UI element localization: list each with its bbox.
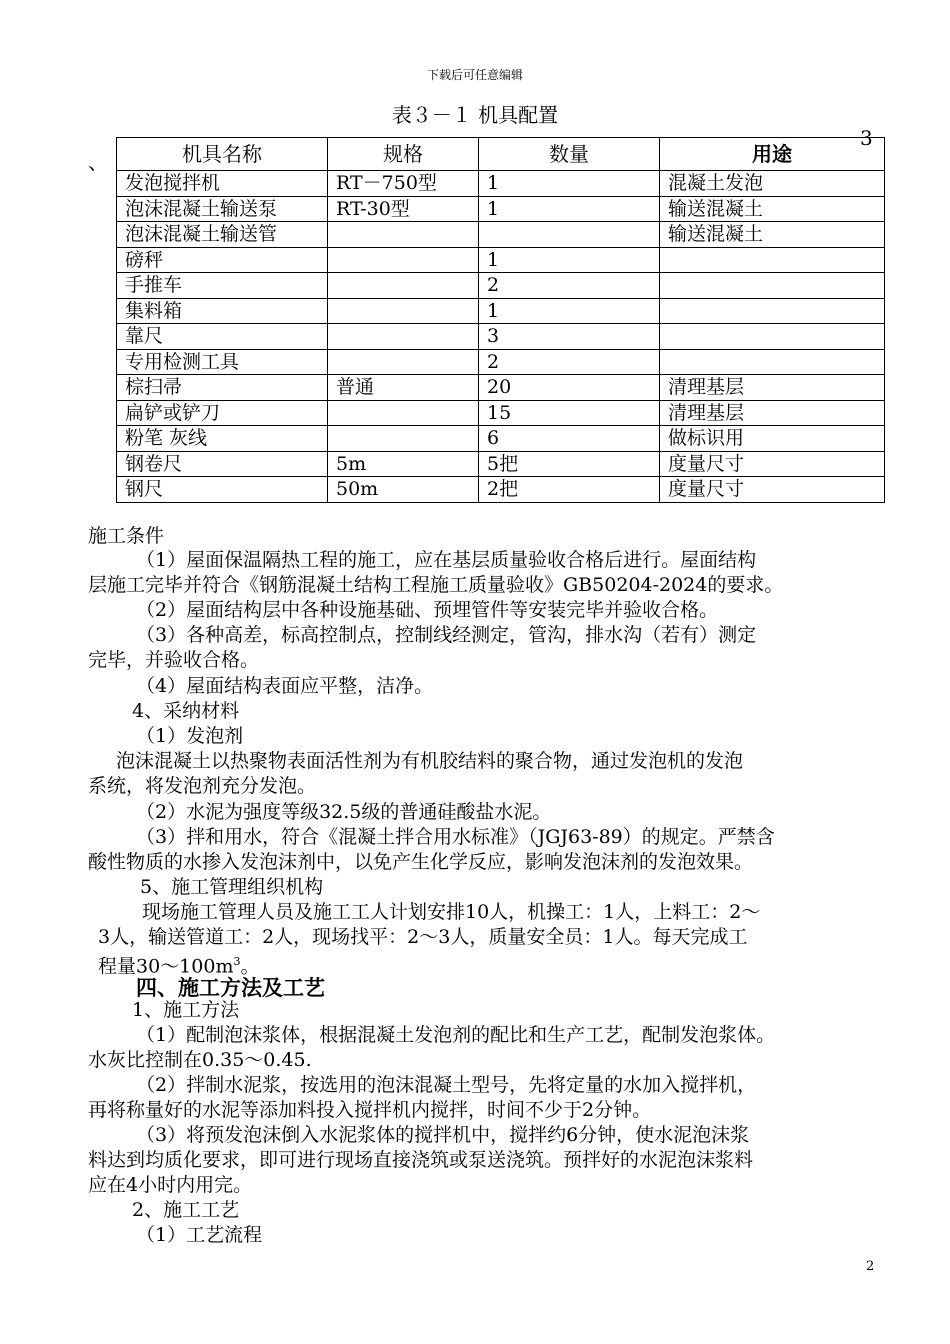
section-heading-organization: 5、施工管理组织机构 bbox=[140, 876, 324, 898]
section-heading-process: 2、施工工艺 bbox=[132, 1199, 240, 1221]
cell-usage: 清理基层 bbox=[660, 375, 885, 401]
paragraph-line: （3）拌和用水，符合《混凝土拌合用水标准》（JGJ63-89）的规定。严禁含 bbox=[136, 826, 775, 848]
paragraph-line: 料达到均质化要求，即可进行现场直接浇筑或泵送浇筑。预拌好的水泥泡沫浆料 bbox=[88, 1149, 754, 1171]
cell-spec bbox=[328, 324, 479, 350]
cell-usage bbox=[660, 273, 885, 299]
cell-quantity: 2 bbox=[479, 273, 660, 299]
cell-quantity: 1 bbox=[479, 298, 660, 324]
page-number: 2 bbox=[866, 1259, 875, 1274]
cell-usage: 度量尺寸 bbox=[660, 451, 885, 477]
cell-name: 粉笔 灰线 bbox=[117, 426, 328, 452]
header-quantity: 数量 bbox=[479, 138, 660, 171]
cell-quantity: 6 bbox=[479, 426, 660, 452]
cell-quantity: 1 bbox=[479, 196, 660, 222]
cell-spec bbox=[328, 298, 479, 324]
cell-spec bbox=[328, 247, 479, 273]
cell-usage: 输送混凝土 bbox=[660, 222, 885, 248]
cell-spec: 5m bbox=[328, 451, 479, 477]
paragraph-line: 现场施工管理人员及施工工人计划安排10人，机操工：1人，上料工：2～ bbox=[142, 901, 761, 923]
cell-spec: 普通 bbox=[328, 375, 479, 401]
cell-spec bbox=[328, 273, 479, 299]
cell-quantity: 1 bbox=[479, 171, 660, 197]
table-row bbox=[117, 196, 885, 222]
paragraph-line: 水灰比控制在0.35～0.45. bbox=[88, 1049, 312, 1071]
equipment-table bbox=[116, 137, 885, 503]
table-row bbox=[117, 477, 885, 503]
table-row bbox=[117, 324, 885, 350]
line-text: 程量30～100m bbox=[98, 955, 234, 978]
cell-quantity: 15 bbox=[479, 400, 660, 426]
cell-spec bbox=[328, 400, 479, 426]
cell-usage bbox=[660, 247, 885, 273]
cell-name: 磅秤 bbox=[117, 247, 328, 273]
cell-name: 靠尺 bbox=[117, 324, 328, 350]
cell-usage: 清理基层 bbox=[660, 400, 885, 426]
page-header: 下载后可任意编辑 bbox=[426, 68, 523, 82]
cell-spec: RT-30型 bbox=[328, 196, 479, 222]
chapter-heading: 四、施工方法及工艺 bbox=[136, 975, 325, 1000]
superscript: 3 bbox=[233, 955, 241, 968]
cell-quantity: 2 bbox=[479, 349, 660, 375]
paragraph-line: （4）屋面结构表面应平整，洁净。 bbox=[136, 675, 434, 697]
paragraph-line: （3）将预发泡沫倒入水泥浆体的搅拌机中，搅拌约6分钟，使水泥泡沫浆 bbox=[136, 1124, 750, 1146]
header-usage: 用途 bbox=[660, 138, 885, 171]
cell-usage bbox=[660, 349, 885, 375]
table-row bbox=[117, 451, 885, 477]
cell-quantity bbox=[479, 222, 660, 248]
table-row bbox=[117, 222, 885, 248]
cell-usage: 做标识用 bbox=[660, 426, 885, 452]
paragraph-line: （2）屋面结构层中各种设施基础、预埋管件等安装完毕并验收合格。 bbox=[136, 599, 719, 621]
cell-spec: 50m bbox=[328, 477, 479, 503]
cell-name: 扁铲或铲刀 bbox=[117, 400, 328, 426]
cell-usage: 混凝土发泡 bbox=[660, 171, 885, 197]
paragraph-line: （1）发泡剂 bbox=[136, 725, 244, 747]
cell-name: 泡沫混凝土输送管 bbox=[117, 222, 328, 248]
paragraph-line: （1）配制泡沫浆体，根据混凝土发泡剂的配比和生产工艺，配制发泡浆体。 bbox=[136, 1024, 776, 1046]
paragraph-line: 完毕，并验收合格。 bbox=[88, 649, 260, 671]
header-name: 机具名称 bbox=[117, 138, 328, 171]
paragraph-line: 3人，输送管道工：2人，现场找平：2～3人，质量安全员：1人。每天完成工 bbox=[98, 926, 748, 948]
table-row bbox=[117, 273, 885, 299]
cell-name: 手推车 bbox=[117, 273, 328, 299]
cell-name: 集料箱 bbox=[117, 298, 328, 324]
cell-usage: 输送混凝土 bbox=[660, 196, 885, 222]
cell-usage bbox=[660, 324, 885, 350]
paragraph-line: 系统，将发泡剂充分发泡。 bbox=[88, 775, 317, 797]
table-row bbox=[117, 171, 885, 197]
cell-name: 泡沫混凝土输送泵 bbox=[117, 196, 328, 222]
paragraph-line: 再将称量好的水泥等添加料投入搅拌机内搅拌，时间不少于2分钟。 bbox=[88, 1099, 652, 1121]
cell-quantity: 2把 bbox=[479, 477, 660, 503]
paragraph-line: 酸性物质的水掺入发泡沫剂中，以免产生化学反应，影响发泡沫剂的发泡效果。 bbox=[88, 851, 754, 873]
header-spec: 规格 bbox=[328, 138, 479, 171]
line-end: 。 bbox=[240, 955, 260, 978]
cell-name: 棕扫帚 bbox=[117, 375, 328, 401]
paragraph-line: 泡沫混凝土以热聚物表面活性剂为有机胶结料的聚合物，通过发泡机的发泡 bbox=[116, 750, 744, 772]
cell-name: 钢尺 bbox=[117, 477, 328, 503]
table-row bbox=[117, 400, 885, 426]
table-caption: 表３－１ 机具配置 bbox=[391, 103, 559, 127]
section-number-mark: 3 bbox=[860, 126, 873, 150]
cell-name: 专用检测工具 bbox=[117, 349, 328, 375]
cell-quantity: 20 bbox=[479, 375, 660, 401]
table-row bbox=[117, 298, 885, 324]
cell-usage: 度量尺寸 bbox=[660, 477, 885, 503]
cell-quantity: 5把 bbox=[479, 451, 660, 477]
cell-spec bbox=[328, 222, 479, 248]
cell-usage bbox=[660, 298, 885, 324]
paragraph-line: （1）工艺流程 bbox=[136, 1224, 263, 1246]
section-heading-materials: 4、采纳材料 bbox=[132, 700, 240, 722]
paragraph-line: （1）屋面保温隔热工程的施工，应在基层质量验收合格后进行。屋面结构 bbox=[136, 549, 757, 571]
paragraph-line: （3）各种高差，标高控制点，控制线经测定，管沟，排水沟（若有）测定 bbox=[136, 624, 757, 646]
cell-spec bbox=[328, 426, 479, 452]
section-heading-conditions: 施工条件 bbox=[88, 525, 165, 547]
paragraph-line: （2）水泥为强度等级32.5级的普通硅酸盐水泥。 bbox=[136, 801, 552, 823]
section-heading-method: 1、施工方法 bbox=[132, 999, 240, 1021]
cell-name: 钢卷尺 bbox=[117, 451, 328, 477]
section-number-dot: 、 bbox=[88, 150, 108, 174]
cell-spec bbox=[328, 349, 479, 375]
paragraph-line: （2）拌制水泥浆，按选用的泡沫混凝土型号，先将定量的水加入搅拌机， bbox=[136, 1074, 757, 1096]
cell-name: 发泡搅拌机 bbox=[117, 171, 328, 197]
table-header-row bbox=[117, 138, 885, 171]
cell-quantity: 3 bbox=[479, 324, 660, 350]
paragraph-line: 应在4小时内用完。 bbox=[88, 1174, 253, 1196]
cell-spec: RT－750型 bbox=[328, 171, 479, 197]
table-row bbox=[117, 426, 885, 452]
cell-quantity: 1 bbox=[479, 247, 660, 273]
table-row bbox=[117, 247, 885, 273]
table-row bbox=[117, 349, 885, 375]
paragraph-line: 层施工完毕并符合《钢筋混凝土结构工程施工质量验收》GB50204-2024的要求。 bbox=[88, 574, 784, 596]
table-row bbox=[117, 375, 885, 401]
